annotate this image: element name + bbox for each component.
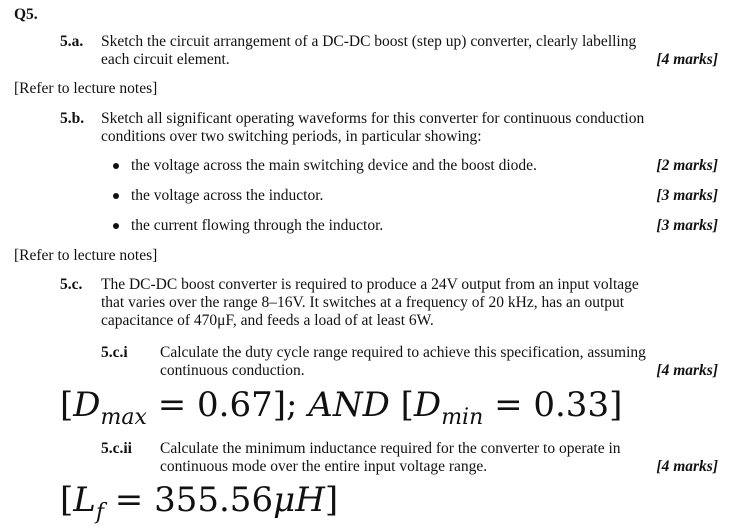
part-cii-line2: continuous mode over the entire input voltage range. <box>160 458 488 475</box>
part-cii-label: 5.c.ii <box>101 440 132 457</box>
answer-inductance <box>60 480 339 525</box>
part-ci-marks: [4 marks] <box>656 362 718 379</box>
part-c-line1: The DC-DC boost converter is required to produce a 24V output from an input voltage <box>101 276 639 293</box>
formula-sub-f: f <box>95 500 104 525</box>
answer-duty-cycle <box>60 385 623 430</box>
formula-var-l: L <box>73 480 96 520</box>
bullet-icon <box>113 223 119 229</box>
part-a-label: 5.a. <box>60 33 84 50</box>
part-b-label: 5.b. <box>60 110 85 127</box>
part-b-line2: conditions over two switching periods, in particular showing: <box>101 128 482 145</box>
part-ci-line1: Calculate the duty cycle range required to achieve this specification, assuming <box>160 344 646 361</box>
part-b-line1: Sketch all significant operating waveforms for this converter for continuous conduction <box>101 110 645 127</box>
formula-mu: μ <box>273 480 296 520</box>
formula-and: AND <box>308 385 390 425</box>
part-ci-label: 5.c.i <box>101 344 128 361</box>
formula-bracket: [ <box>389 385 414 425</box>
part-a-marks: [4 marks] <box>656 51 718 68</box>
bullet-item-3-marks: [3 marks] <box>656 217 718 234</box>
bullet-item-3: the current flowing through the inductor. <box>131 217 384 234</box>
bullet-item-2: the voltage across the inductor. <box>131 187 324 204</box>
part-c-line3: capacitance of 470μF, and feeds a load of at least 6W. <box>101 312 434 329</box>
part-a-line1: Sketch the circuit arrangement of a DC-DC boost (step up) converter, clearly labelling <box>101 33 637 50</box>
part-a-line2: each circuit element. <box>101 51 230 68</box>
part-ci-line2: continuous conduction. <box>160 362 305 379</box>
part-cii-marks: [4 marks] <box>656 458 718 475</box>
part-c-line2: that varies over the range 8–16V. It switches at a frequency of 20 kHz, has an output <box>101 294 625 311</box>
formula-sub-max: max <box>100 405 147 430</box>
formula-unit-h: H <box>295 480 325 520</box>
formula-var-d: D <box>73 385 101 425</box>
formula-l-value: = 355.56 <box>104 480 274 520</box>
formula-sub-min: min <box>441 405 484 430</box>
formula-bracket: [ <box>60 480 74 520</box>
bullet-icon <box>113 163 119 169</box>
formula-var-d: D <box>413 385 442 425</box>
formula-bracket: [ <box>60 385 74 425</box>
part-c-label: 5.c. <box>60 276 83 293</box>
formula-dmax-value: = 0.67]; <box>146 385 309 425</box>
bullet-item-2-marks: [3 marks] <box>656 187 718 204</box>
refer-note-1: [Refer to lecture notes] <box>14 80 158 97</box>
part-cii-line1: Calculate the minimum inductance required for the converter to operate in <box>160 440 621 457</box>
bullet-icon <box>113 193 119 199</box>
bullet-item-1-marks: [2 marks] <box>656 157 718 174</box>
formula-dmin-value: = 0.33] <box>483 385 623 425</box>
formula-bracket: ] <box>324 480 339 520</box>
question-number: Q5. <box>14 6 38 23</box>
bullet-item-1: the voltage across the main switching device and the boost diode. <box>131 157 537 174</box>
refer-note-2: [Refer to lecture notes] <box>14 247 158 264</box>
